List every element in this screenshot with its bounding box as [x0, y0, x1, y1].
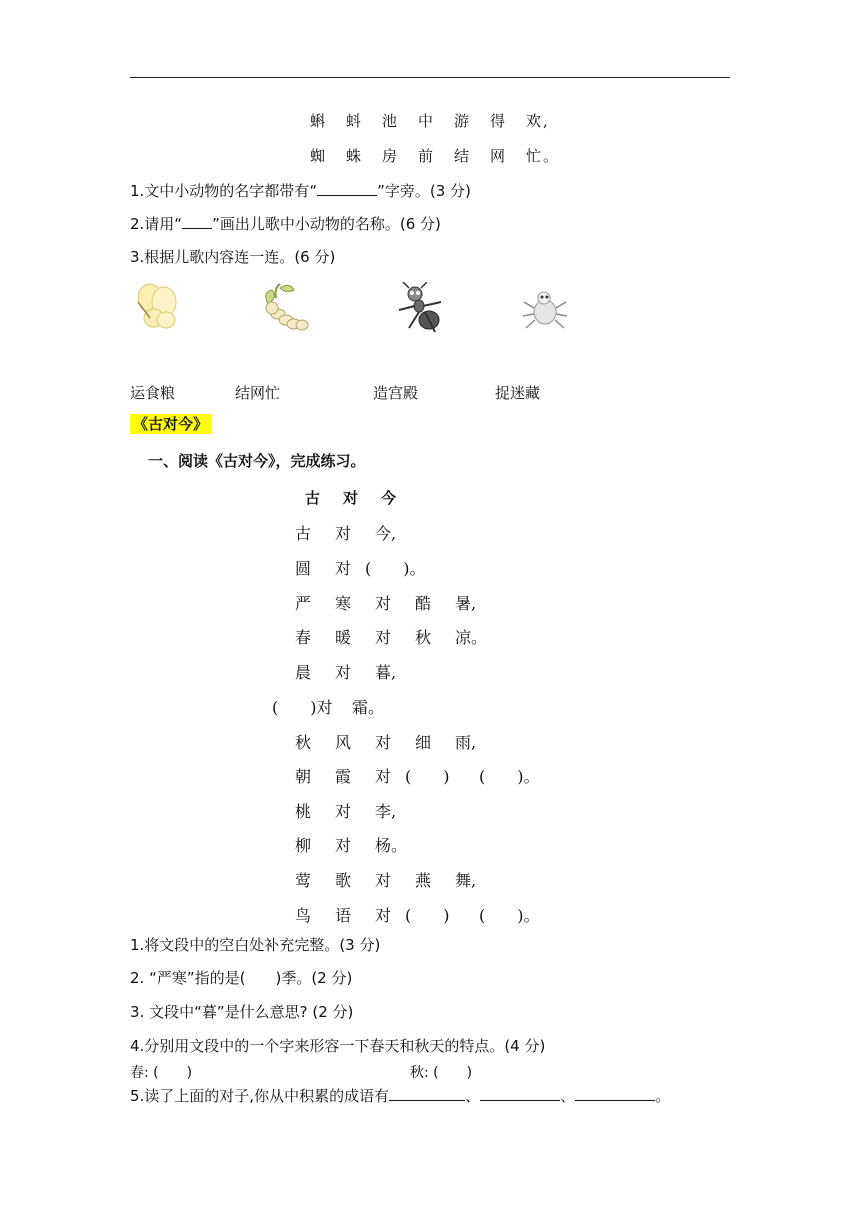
char: 严: [295, 594, 312, 613]
question-1-text-end: ”字旁。(3 分): [377, 182, 471, 200]
char: 对: [375, 733, 392, 752]
char: 寒: [335, 594, 352, 613]
question-1-text: 1.文中小动物的名字都带有“: [130, 182, 318, 200]
question-a5: [130, 1085, 670, 1106]
char: 结: [454, 147, 472, 165]
autumn-answer[interactable]: 秋: ( ): [410, 1065, 473, 1081]
question-2-text-end: ”画出儿歌中小动物的名称。(6 分): [212, 215, 441, 233]
char: 酷: [415, 594, 432, 613]
char: 朝: [295, 767, 312, 786]
poem-line-2: [310, 145, 562, 166]
poem-line-1: [310, 110, 562, 131]
poem-line: [295, 556, 426, 579]
char: 风: [335, 733, 352, 752]
char: 池: [382, 112, 400, 130]
blank-answer[interactable]: ( )对: [272, 698, 333, 717]
poem-line: [295, 660, 415, 683]
poem-line: [295, 764, 540, 787]
char: 细: [415, 733, 432, 752]
section-heading: 一、阅读《古对今》，完成练习。: [148, 452, 366, 470]
underline-sample: [182, 214, 212, 229]
char: 对: [375, 871, 392, 890]
char: 鸟: [295, 906, 312, 925]
char: 对: [375, 767, 392, 786]
poem-line: [295, 730, 495, 753]
question-1: [130, 180, 471, 201]
poem-line: [295, 903, 540, 926]
char: 欢,: [526, 112, 550, 130]
option-3[interactable]: 造宫殿: [373, 384, 419, 402]
blank[interactable]: [317, 181, 377, 196]
question-2-text: 2.请用“: [130, 215, 183, 233]
char: 古: [295, 524, 312, 543]
char: 对: [335, 836, 352, 855]
blank-answer[interactable]: ( )。: [365, 559, 426, 578]
char: 忙。: [526, 147, 561, 165]
question-a5-text: 5.读了上面的对子,你从中积累的成语有: [130, 1087, 390, 1105]
char: 今,: [375, 524, 397, 543]
poem-title: [305, 487, 421, 508]
idiom-blank-1[interactable]: [389, 1086, 465, 1101]
char: 对: [335, 524, 352, 543]
char: 对: [335, 802, 352, 821]
spring-answer[interactable]: 春: ( ): [130, 1065, 193, 1081]
char: 燕: [415, 871, 432, 890]
ant-icon: [395, 282, 447, 334]
period: 。: [655, 1087, 671, 1105]
separator: 、: [560, 1087, 576, 1105]
char: 语: [335, 906, 352, 925]
char: 网: [490, 147, 508, 165]
char: 暮,: [375, 663, 397, 682]
char: 杨。: [375, 836, 408, 855]
question-a2: 2. “严寒”指的是( )季。(2 分): [130, 969, 353, 987]
option-2[interactable]: 结网忙: [235, 384, 281, 402]
question-a3: 3. 文段中“暮”是什么意思? (2 分): [130, 1003, 354, 1021]
char: 得: [490, 112, 508, 130]
section-tag-text: 《古对今》: [130, 414, 211, 434]
top-rule: [130, 77, 730, 78]
char: 今: [381, 489, 397, 507]
char: 歌: [335, 871, 352, 890]
char: 对: [335, 663, 352, 682]
char: 暖: [335, 628, 352, 647]
char: 蜘: [310, 147, 328, 165]
poem-line: [295, 799, 415, 822]
separator: 、: [465, 1087, 481, 1105]
char: 蚪: [346, 112, 364, 130]
char: 舞,: [455, 871, 477, 890]
char: 霜。: [352, 698, 385, 717]
char: 前: [418, 147, 436, 165]
blank-answer[interactable]: ( )。: [479, 767, 540, 786]
section-tag: [130, 413, 211, 434]
idiom-blank-3[interactable]: [575, 1086, 655, 1101]
spider-icon: [522, 286, 568, 332]
char: 对: [335, 559, 352, 578]
char: 秋: [295, 733, 312, 752]
char: 中: [418, 112, 436, 130]
char: 凉。: [455, 628, 488, 647]
poem-line: [272, 695, 392, 718]
poem-line: [295, 868, 495, 891]
question-a4: 4.分别用文段中的一个字来形容一下春天和秋天的特点。(4 分): [130, 1037, 546, 1055]
char: 春: [295, 628, 312, 647]
char: 暑,: [455, 594, 477, 613]
blank-answer[interactable]: ( ): [405, 767, 450, 786]
char: 莺: [295, 871, 312, 890]
char: 蝌: [310, 112, 328, 130]
poem-line: [295, 521, 415, 544]
poem-line: [295, 591, 495, 614]
poem-line: [295, 833, 415, 856]
question-3: 3.根据儿歌内容连一连。(6 分): [130, 248, 336, 266]
char: 雨,: [455, 733, 477, 752]
char: 蛛: [346, 147, 364, 165]
char: 对: [343, 489, 359, 507]
char: 秋: [415, 628, 432, 647]
char: 游: [454, 112, 472, 130]
question-a1: 1.将文段中的空白处补充完整。(3 分): [130, 936, 381, 954]
poem-line: [295, 625, 495, 648]
char: 晨: [295, 663, 312, 682]
char: 李,: [375, 802, 397, 821]
blank-answer[interactable]: ( )。: [479, 906, 540, 925]
char: 桃: [295, 802, 312, 821]
char: 对: [375, 594, 392, 613]
char: 房: [382, 147, 400, 165]
char: 对: [375, 628, 392, 647]
char: 圆: [295, 559, 312, 578]
char: 霞: [335, 767, 352, 786]
char: 柳: [295, 836, 312, 855]
idiom-blank-2[interactable]: [480, 1086, 560, 1101]
silkworm-icon: [258, 280, 314, 336]
question-2: [130, 213, 441, 234]
char: 对: [375, 906, 392, 925]
blank-answer[interactable]: ( ): [405, 906, 450, 925]
option-4[interactable]: 捉迷藏: [495, 384, 541, 402]
option-1[interactable]: 运食粮: [130, 384, 176, 402]
char: 古: [305, 489, 321, 507]
butterfly-icon: [130, 282, 182, 334]
